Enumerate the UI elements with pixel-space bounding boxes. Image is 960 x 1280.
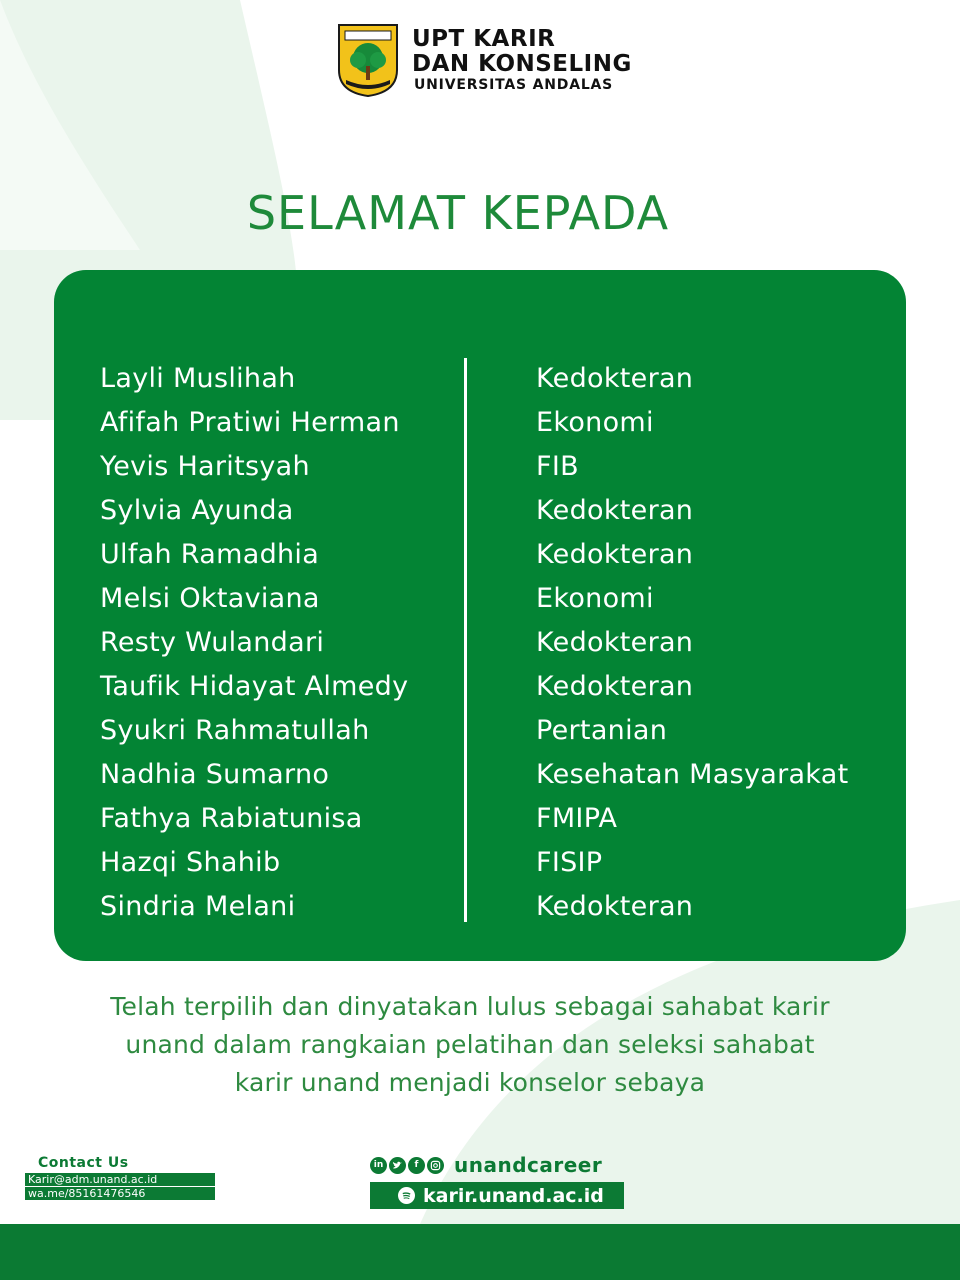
contact-block (25, 1154, 217, 1200)
header (336, 22, 656, 98)
brand-line-3: UNIVERSITAS ANDALAS (414, 77, 614, 93)
recipient-name: Layli Muslihah (100, 363, 296, 394)
recipient-name: Afifah Pratiwi Herman (100, 407, 400, 438)
description (0, 988, 940, 1102)
recipient-faculty: Kedokteran (536, 539, 694, 570)
column-divider (464, 358, 467, 922)
recipients-card (54, 270, 906, 961)
website-url: karir.unand.ac.id (423, 1184, 604, 1207)
recipient-faculty: Ekonomi (536, 583, 654, 614)
recipient-faculty: FISIP (536, 847, 603, 878)
recipient-faculty: Pertanian (536, 715, 668, 746)
footer-bar (0, 1224, 960, 1280)
linkedin-icon[interactable]: in (370, 1157, 387, 1174)
recipient-name: Nadhia Sumarno (100, 759, 330, 790)
contact-whatsapp[interactable]: wa.me/85161476546 (25, 1187, 215, 1200)
social-handle[interactable]: unandcareer (454, 1153, 603, 1177)
twitter-icon[interactable] (389, 1157, 406, 1174)
description-line: Telah terpilih dan dinyatakan lulus sebagai sahabat karir (110, 992, 830, 1021)
page-title: SELAMAT KEPADA (246, 186, 670, 240)
recipient-faculty: FMIPA (536, 803, 618, 834)
spotify-icon (398, 1187, 415, 1204)
facebook-icon[interactable]: f (408, 1157, 425, 1174)
description-line: karir unand menjadi konselor sebaya (234, 1068, 706, 1097)
recipient-name: Resty Wulandari (100, 627, 325, 658)
recipient-name: Sindria Melani (100, 891, 296, 922)
recipient-name: Hazqi Shahib (100, 847, 281, 878)
recipient-faculty: Kesehatan Masyarakat (536, 759, 849, 790)
social-row (370, 1152, 624, 1178)
brand-line-2: DAN KONSELING (412, 51, 632, 77)
recipient-name: Yevis Haritsyah (100, 451, 310, 482)
recipient-faculty: Kedokteran (536, 495, 694, 526)
recipient-faculty: FIB (536, 451, 579, 482)
recipient-name: Syukri Rahmatullah (100, 715, 370, 746)
instagram-icon[interactable] (427, 1157, 444, 1174)
contact-title: Contact Us (38, 1155, 129, 1171)
contact-email[interactable]: Karir@adm.unand.ac.id (25, 1173, 215, 1186)
recipient-faculty: Kedokteran (536, 627, 694, 658)
recipient-name: Sylvia Ayunda (100, 495, 294, 526)
recipient-name: Ulfah Ramadhia (100, 539, 320, 570)
recipient-faculty: Kedokteran (536, 363, 694, 394)
recipient-faculty: Kedokteran (536, 891, 694, 922)
faculties-column (536, 360, 849, 932)
recipient-name: Taufik Hidayat Almedy (100, 671, 409, 702)
recipient-faculty: Kedokteran (536, 671, 694, 702)
recipient-name: Melsi Oktaviana (100, 583, 320, 614)
recipient-faculty: Ekonomi (536, 407, 654, 438)
social-block (370, 1152, 624, 1209)
names-column (100, 360, 408, 932)
brand-line-1: UPT KARIR (412, 26, 556, 52)
description-line: unand dalam rangkaian pelatihan dan seleksi sahabat (125, 1030, 815, 1059)
recipient-name: Fathya Rabiatunisa (100, 803, 363, 834)
unand-tree-logo-icon (336, 22, 400, 98)
website-link[interactable] (370, 1182, 624, 1209)
